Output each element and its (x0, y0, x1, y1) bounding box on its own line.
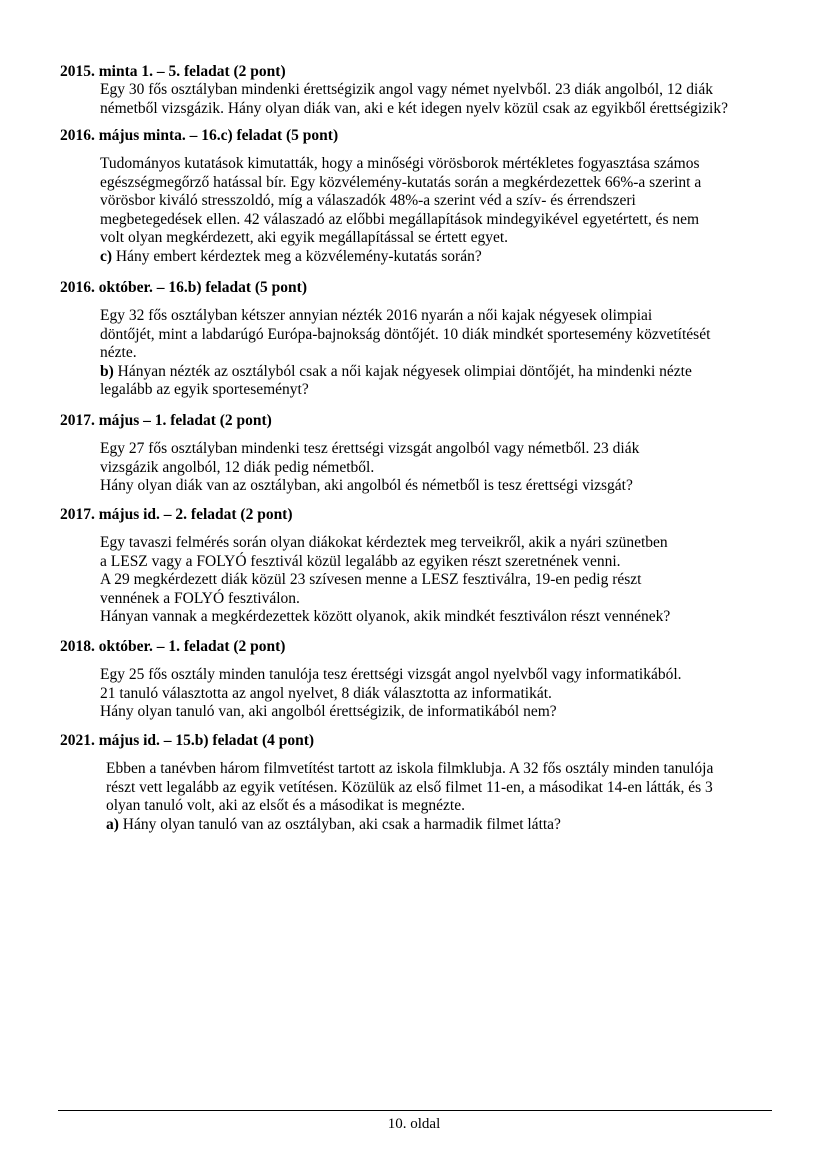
problem-line: Egy 25 fős osztály minden tanulója tesz érettségi vizsgát angol nyelvből vagy informatikából. (100, 666, 682, 683)
problem-2016-oktober (60, 278, 780, 400)
problem-line: a LESZ vagy a FOLYÓ fesztivál közül legalább az egyiken részt szeretnének venni. (100, 552, 621, 570)
problem-2018-oktober (60, 637, 780, 722)
problem-text (100, 440, 780, 496)
problem-line: Egy 32 fős osztályban kétszer annyian nézték 2016 nyarán a női kajak négyesek olimpiai (100, 307, 653, 324)
problem-text (100, 81, 780, 118)
question-label: b) (100, 362, 114, 380)
problem-text (100, 155, 780, 266)
question-text: Hányan nézték az osztályból csak a női kajak négyesek olimpiai döntőjét, ha mindenki nézte (113, 362, 692, 380)
problem-line: Hány olyan tanuló van, aki angolból érettségizik, de informatikából nem? (100, 703, 557, 720)
problem-line: Tudományos kutatások kimutatták, hogy a minőségi vörösborok mértékletes fogyasztása számos (100, 155, 700, 172)
problem-line: egészségmegőrző hatással bír. Egy közvélemény-kutatás során a megkérdezettek 66%-a szerint a (100, 173, 702, 191)
problem-line: Ebben a tanévben három filmvetítést tartott az iskola filmklubja. A 32 fős osztály minden tanulója (106, 760, 714, 777)
problem-title: 2015. minta 1. – 5. feladat (2 pont) (60, 63, 286, 80)
problem-line: döntőjét, mint a labdarúgó Európa-bajnokság döntőjét. 10 diák mindkét sportesemény közvetítését (100, 325, 711, 343)
question-label: c) (100, 247, 113, 265)
question-line (100, 248, 780, 267)
problem-title: 2021. május id. – 15.b) feladat (4 pont) (60, 732, 315, 749)
problem-line: A 29 megkérdezett diák közül 23 szívesen menne a LESZ fesztiválra, 19-en pedig részt (100, 571, 642, 588)
problem-line: vennének a FOLYÓ fesztiválon. (100, 589, 300, 607)
problem-line: vizsgázik angolból, 12 diák pedig németből. (100, 458, 375, 476)
problem-2017-majus-id (60, 505, 780, 627)
problem-line: Egy 27 fős osztályban mindenki tesz érettségi vizsgát angolból vagy németből. 23 diák (100, 440, 640, 457)
question-line (106, 816, 780, 835)
problem-text (100, 307, 780, 400)
problem-text (100, 666, 780, 722)
problem-title: 2017. május – 1. feladat (2 pont) (60, 412, 272, 429)
question-label: a) (106, 815, 119, 833)
problem-line: részt vett legalább az egyik vetítésen. Közülük az első filmet 11-en, a másodikat 14-en látták, és 3 (106, 778, 713, 796)
problem-line: Egy tavaszi felmérés során olyan diákokat kérdeztek meg terveikről, akik a nyári szünetben (100, 534, 668, 551)
problem-line: vörösbor kiváló stresszoldó, míg a válaszadók 48%-a szerint véd a szív- és érrendszeri (100, 192, 636, 209)
problem-line: volt olyan megkérdezett, aki egyik megállapítással se értett egyet. (100, 229, 509, 246)
problem-line: Hány olyan diák van az osztályban, aki angolból és németből is tesz érettségi vizsgát? (100, 477, 633, 494)
problem-title: 2016. október. – 16.b) feladat (5 pont) (60, 279, 308, 296)
question-text: Hány olyan tanuló van az osztályban, aki csak a harmadik filmet látta? (118, 815, 561, 833)
page-number: 10. oldal (387, 1116, 441, 1132)
problem-title: 2017. május id. – 2. feladat (2 pont) (60, 506, 293, 523)
problem-line: olyan tanuló volt, aki az elsőt és a másodikat is megnézte. (106, 797, 465, 814)
problem-text (100, 534, 780, 627)
problem-line: Hányan vannak a megkérdezettek között olyanok, akik mindkét fesztiválon részt vennének? (100, 608, 671, 625)
footer-divider (58, 1110, 772, 1111)
problem-line: 21 tanuló választotta az angol nyelvet, 8 diák választotta az informatikát. (100, 684, 552, 702)
problem-2017-majus (60, 411, 780, 496)
problem-text (106, 760, 780, 834)
problem-line: németből vizsgázik. Hány olyan diák van, aki e két idegen nyelv közül csak az egyikből érettségizik? (100, 99, 728, 117)
problem-title: 2016. május minta. – 16.c) feladat (5 pont) (60, 127, 339, 144)
problem-2015-minta (60, 62, 780, 118)
question-line (100, 363, 780, 382)
problem-2021-majus-id (60, 731, 780, 834)
problem-2016-majus-minta (60, 126, 780, 266)
problem-line: Egy 30 fős osztályban mindenki érettségizik angol vagy német nyelvből. 23 diák angolból, 12 diák (100, 81, 713, 98)
problem-title: 2018. október. – 1. feladat (2 pont) (60, 638, 286, 655)
problem-line: megbetegedések ellen. 42 válaszadó az előbbi megállapítások mindegyikével egyetértett, és nem (100, 210, 700, 228)
question-text: Hány embert kérdeztek meg a közvélemény-kutatás során? (112, 247, 482, 265)
question-line: legalább az egyik sporteseményt? (100, 381, 309, 398)
problem-line: nézte. (100, 344, 137, 361)
